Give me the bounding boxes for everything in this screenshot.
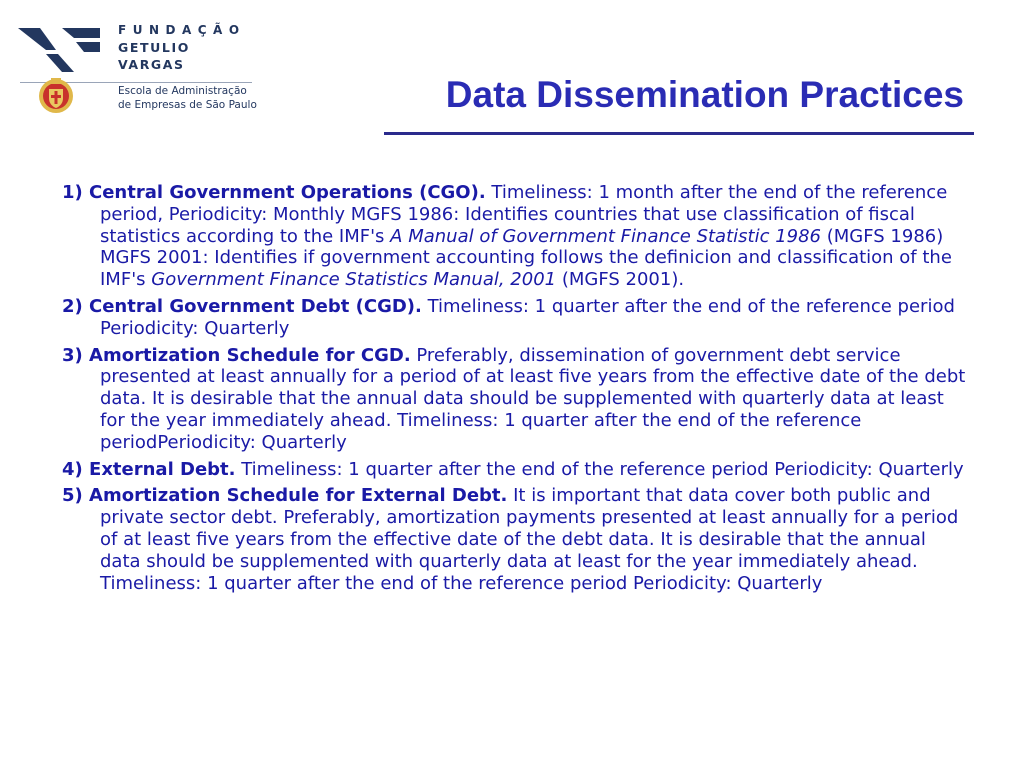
fgv-logo: [18, 18, 258, 128]
school-name-line2: de Empresas de São Paulo: [118, 99, 257, 111]
item-heading: 5) Amortization Schedule for External Debt.: [62, 485, 508, 507]
list-item-cgo: [62, 182, 967, 291]
list-item-cgd: [62, 296, 967, 340]
item-text: It is important that data cover both public and private sector debt. Preferably, amortization payments presented at least annually for a period of at least five years from the effective date of the debt data. It is desirable that the annual data should be supplemented with quarterly data at least for the year immediately ahead. Timeliness: 1 quarter after the end of the reference period Periodicity: Quarterly: [100, 485, 959, 594]
item-heading: 3) Amortization Schedule for CGD.: [62, 344, 411, 366]
item-heading: 4) External Debt.: [62, 458, 236, 480]
item-heading: 1) Central Government Operations (CGO).: [62, 182, 486, 203]
item-heading: 2) Central Government Debt (CGD).: [62, 295, 422, 317]
school-name-line1: Escola de Administração: [118, 85, 247, 97]
list-item-amortization-external: [62, 485, 967, 594]
item-text: Timeliness: 1 month after the end of the reference period, Periodicity: Monthly MGFS 1986: Identifies countries that use classification of fiscal statistics according to the IMF's: [100, 182, 948, 247]
item-text: (MGFS 2001).: [556, 269, 685, 291]
fgv-emblem-icon: [18, 26, 100, 74]
logo-line-getulio-vargas: GETULIO VARGAS: [118, 40, 190, 72]
item-text: (MGFS 1986) MGFS 2001: Identifies if government accounting follows the definicion and classification of the IMF's: [100, 225, 952, 291]
practice-list: [62, 182, 967, 599]
page-title: Data Dissemination Practices: [445, 74, 964, 115]
item-citation: A Manual of Government Finance Statistic 1986: [390, 225, 822, 247]
item-text: Timeliness: 1 quarter after the end of the reference period Periodicity: Quarterly: [100, 295, 955, 339]
item-text: Preferably, dissemination of government debt service presented at least annually for a period of at least five years from the effective date of the debt data. It is desirable that the annual data should be supplemented with quarterly data at least for the year immediately ahead. Timeliness: 1 quarter after the end of the reference periodPeriodicity: Quarterly: [100, 344, 966, 453]
item-text: Timeliness: 1 quarter after the end of the reference period Periodicity: Quarterly: [235, 458, 964, 480]
item-citation: Government Finance Statistics Manual, 2001: [151, 269, 557, 291]
eaesp-seal-icon: [38, 76, 74, 114]
title-underline: [384, 132, 974, 135]
list-item-amortization-cgd: [62, 345, 967, 454]
logo-line-fundacao: FUNDAÇÃO: [118, 23, 246, 37]
list-item-external-debt: [62, 459, 967, 481]
